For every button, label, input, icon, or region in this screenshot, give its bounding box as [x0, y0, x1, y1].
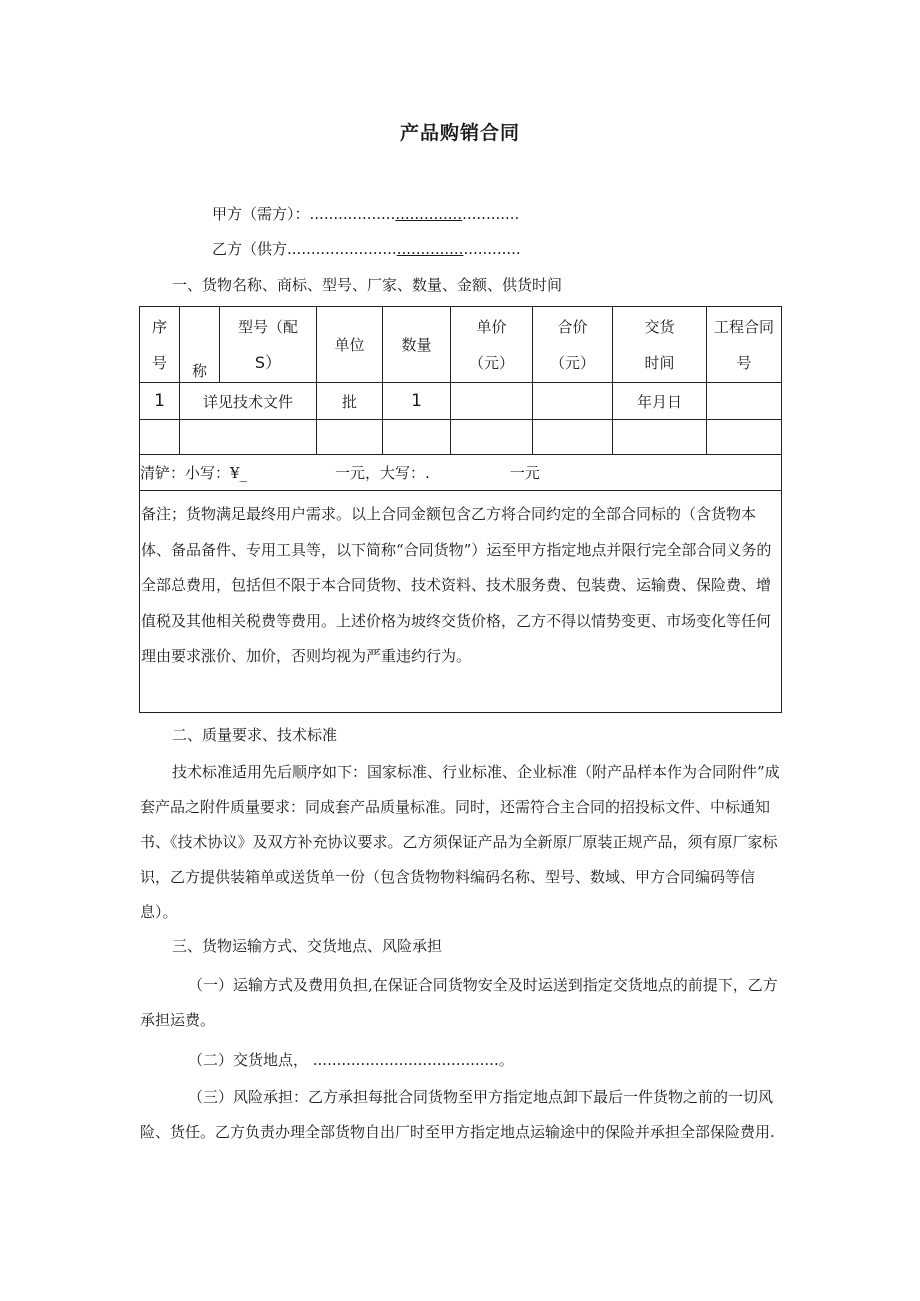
section-3-item-1: （一）运输方式及费用负担,在保证合同货物安全及时运送到指定交货地点的前提下，乙方承担运费。	[140, 976, 778, 1029]
th-unit: 单位	[317, 307, 383, 383]
cell-price	[451, 383, 533, 420]
table-row	[140, 383, 782, 420]
note-cell: 备注；货物满足最终用户需求。以上合同金额包含乙方将合同约定的全部合同标的（含货物本体、备品备件、专用工具等，以下简称“合同货物”）运至甲方指定地点并限行完全部合同义务的全部总费用，包括但不限于本合同货物、技术资料、技术服务费、包装费、运输费、保险费、增值税及其他相关税费等费用。上述价格为坡终交货价格，乙方不得以情势变更、市场变化等任何理由要求涨价、加价，否则均视为严重违约行为。	[140, 491, 782, 713]
party-a-dots-3: ............	[462, 205, 520, 223]
note-row	[140, 491, 782, 713]
th-seq: 序 号	[140, 307, 180, 383]
party-b-dots-3: ............	[463, 240, 521, 258]
cell-total	[533, 383, 613, 420]
th-total: 合价 （元）	[533, 307, 613, 383]
cell-delivery: 年月日	[613, 383, 707, 420]
th-name: 称	[180, 307, 220, 383]
cell-delivery	[613, 420, 707, 455]
section-3-heading: 三、货物运输方式、交货地点、风险承担	[172, 937, 443, 955]
party-a-line	[212, 203, 519, 224]
cell-price	[451, 420, 533, 455]
section-2-heading: 二、质量要求、技术标准	[172, 726, 338, 744]
cell-seq	[140, 420, 180, 455]
total-cell	[140, 455, 782, 491]
cell-name: 详见技术文件	[180, 383, 317, 420]
th-qty: 数量	[383, 307, 451, 383]
cell-seq: 1	[140, 383, 180, 420]
party-b-dots-1: .......................	[287, 240, 397, 258]
th-delivery: 交货 时间	[613, 307, 707, 383]
total-row	[140, 455, 782, 491]
th-price: 单价 （元）	[451, 307, 533, 383]
party-a-dots-1: ..................	[309, 205, 396, 223]
total-unit-1: 一元，大写：.	[335, 464, 430, 482]
section-2-body: 技术标准适用先后顺序如下：国家标准、行业标准、企业标准（附产品样本作为合同附件”成套产品之附件质量要求：同成套产品质量标准。同时，还需符合主合同的招投标文件、中标通知书、《技术协议》及双方补充协议要求。乙方须保证产品为全新原厂原装正规产品，须有原厂家标识，乙方提供装箱单或送货单一份（包含货物物料编码名称、型号、数域、甲方合同编码等信息）。	[140, 763, 780, 921]
goods-table-final	[139, 306, 782, 712]
party-a-dots-2: ..............	[395, 205, 463, 223]
cell-project	[707, 420, 782, 455]
party-b-label: 乙方（供方	[212, 240, 288, 258]
section-3-item-2: （二）交货地点， .......................................。	[188, 1051, 514, 1069]
party-a-label: 甲方（需方）：	[212, 205, 310, 223]
total-unit-2: 一元	[509, 464, 540, 482]
section-1-heading: 一、货物名称、商标、型号、厂家、数量、金额、供货时间	[172, 276, 563, 294]
table-row	[140, 420, 782, 455]
cell-project	[707, 383, 782, 420]
cell-name	[180, 420, 317, 455]
page-title: 产品购销合同	[399, 122, 520, 144]
th-model: 型号（配 S）	[220, 307, 317, 383]
party-b-line	[212, 238, 521, 259]
cell-unit: 批	[317, 383, 383, 420]
goods-table-main	[139, 306, 782, 713]
cell-total	[533, 420, 613, 455]
total-label: 清铲：小写：¥_	[140, 464, 248, 482]
cell-qty: 1	[383, 383, 451, 420]
cell-unit	[317, 420, 383, 455]
cell-qty	[383, 420, 451, 455]
party-b-dots-2: ..............	[396, 240, 464, 258]
th-project: 工程合同 号	[707, 307, 782, 383]
section-3-item-3: （三）风险承担：乙方承担每批合同货物至甲方指定地点卸下最后一件货物之前的一切风险、货任。乙方负责办理全部货物自出厂时至甲方指定地点运输途中的保险并承担全部保险费用.	[140, 1088, 775, 1141]
